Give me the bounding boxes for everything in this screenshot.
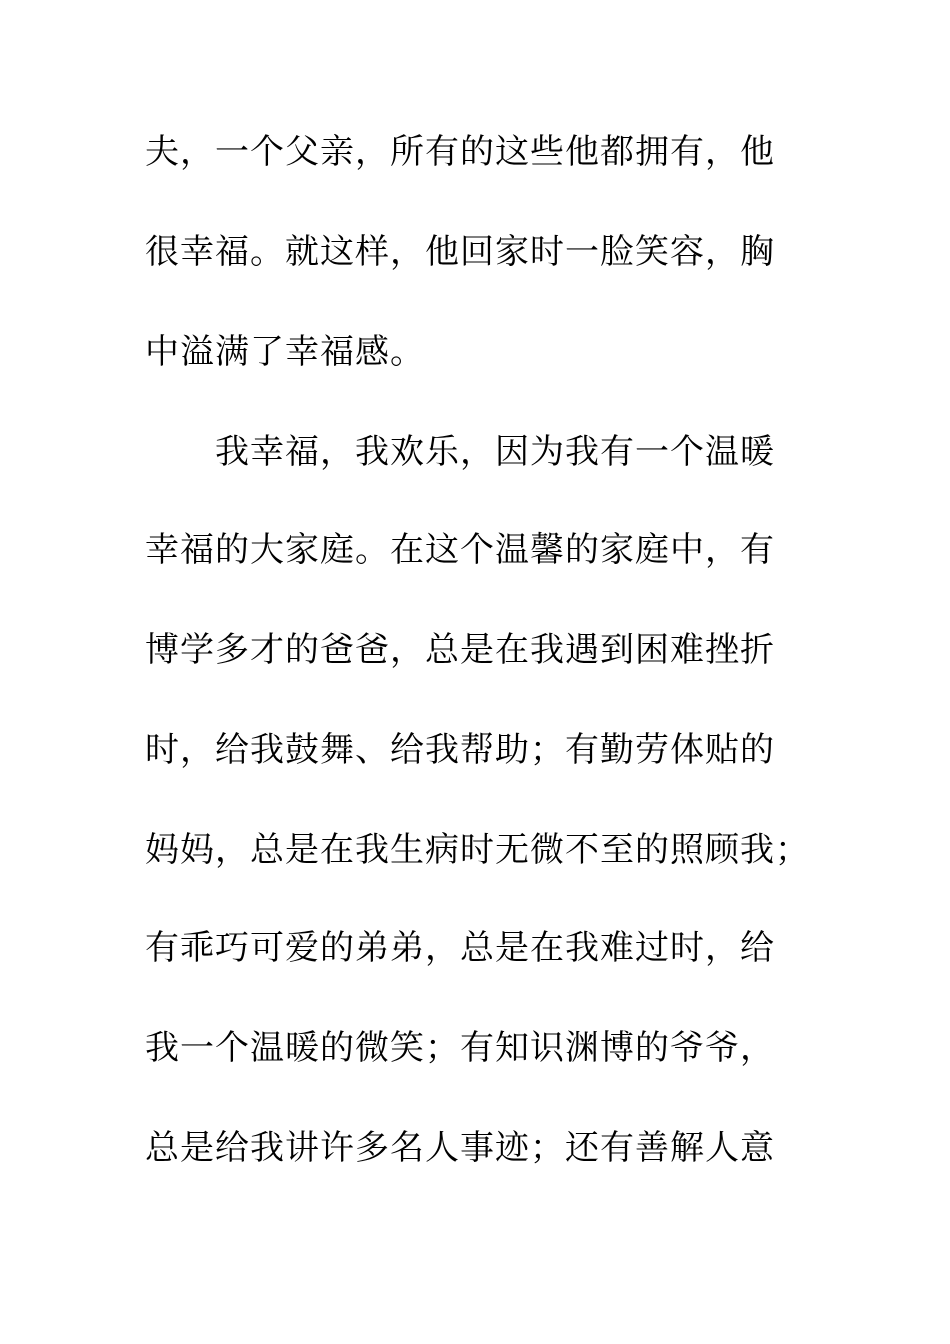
text-line: 很幸福。就这样，他回家时一脸笑容，胸 bbox=[145, 232, 775, 272]
text-line: 中溢满了幸福感。 bbox=[145, 332, 425, 372]
text-line: 有乖巧可爱的弟弟，总是在我难过时，给 bbox=[145, 928, 775, 968]
text-line: 博学多才的爸爸，总是在我遇到困难挫折 bbox=[145, 630, 775, 670]
text-line: 夫，一个父亲，所有的这些他都拥有，他 bbox=[145, 132, 775, 172]
text-line: 总是给我讲许多名人事迹；还有善解人意 bbox=[145, 1128, 775, 1168]
text-line: 妈妈，总是在我生病时无微不至的照顾我； bbox=[145, 830, 810, 870]
text-line: 我一个温暖的微笑；有知识渊博的爷爷， bbox=[145, 1028, 775, 1068]
text-line: 时，给我鼓舞、给我帮助；有勤劳体贴的 bbox=[145, 730, 775, 770]
text-line: 幸福的大家庭。在这个温馨的家庭中，有 bbox=[145, 530, 775, 570]
paragraph-first-line: 我幸福，我欢乐，因为我有一个温暖 bbox=[215, 432, 775, 472]
